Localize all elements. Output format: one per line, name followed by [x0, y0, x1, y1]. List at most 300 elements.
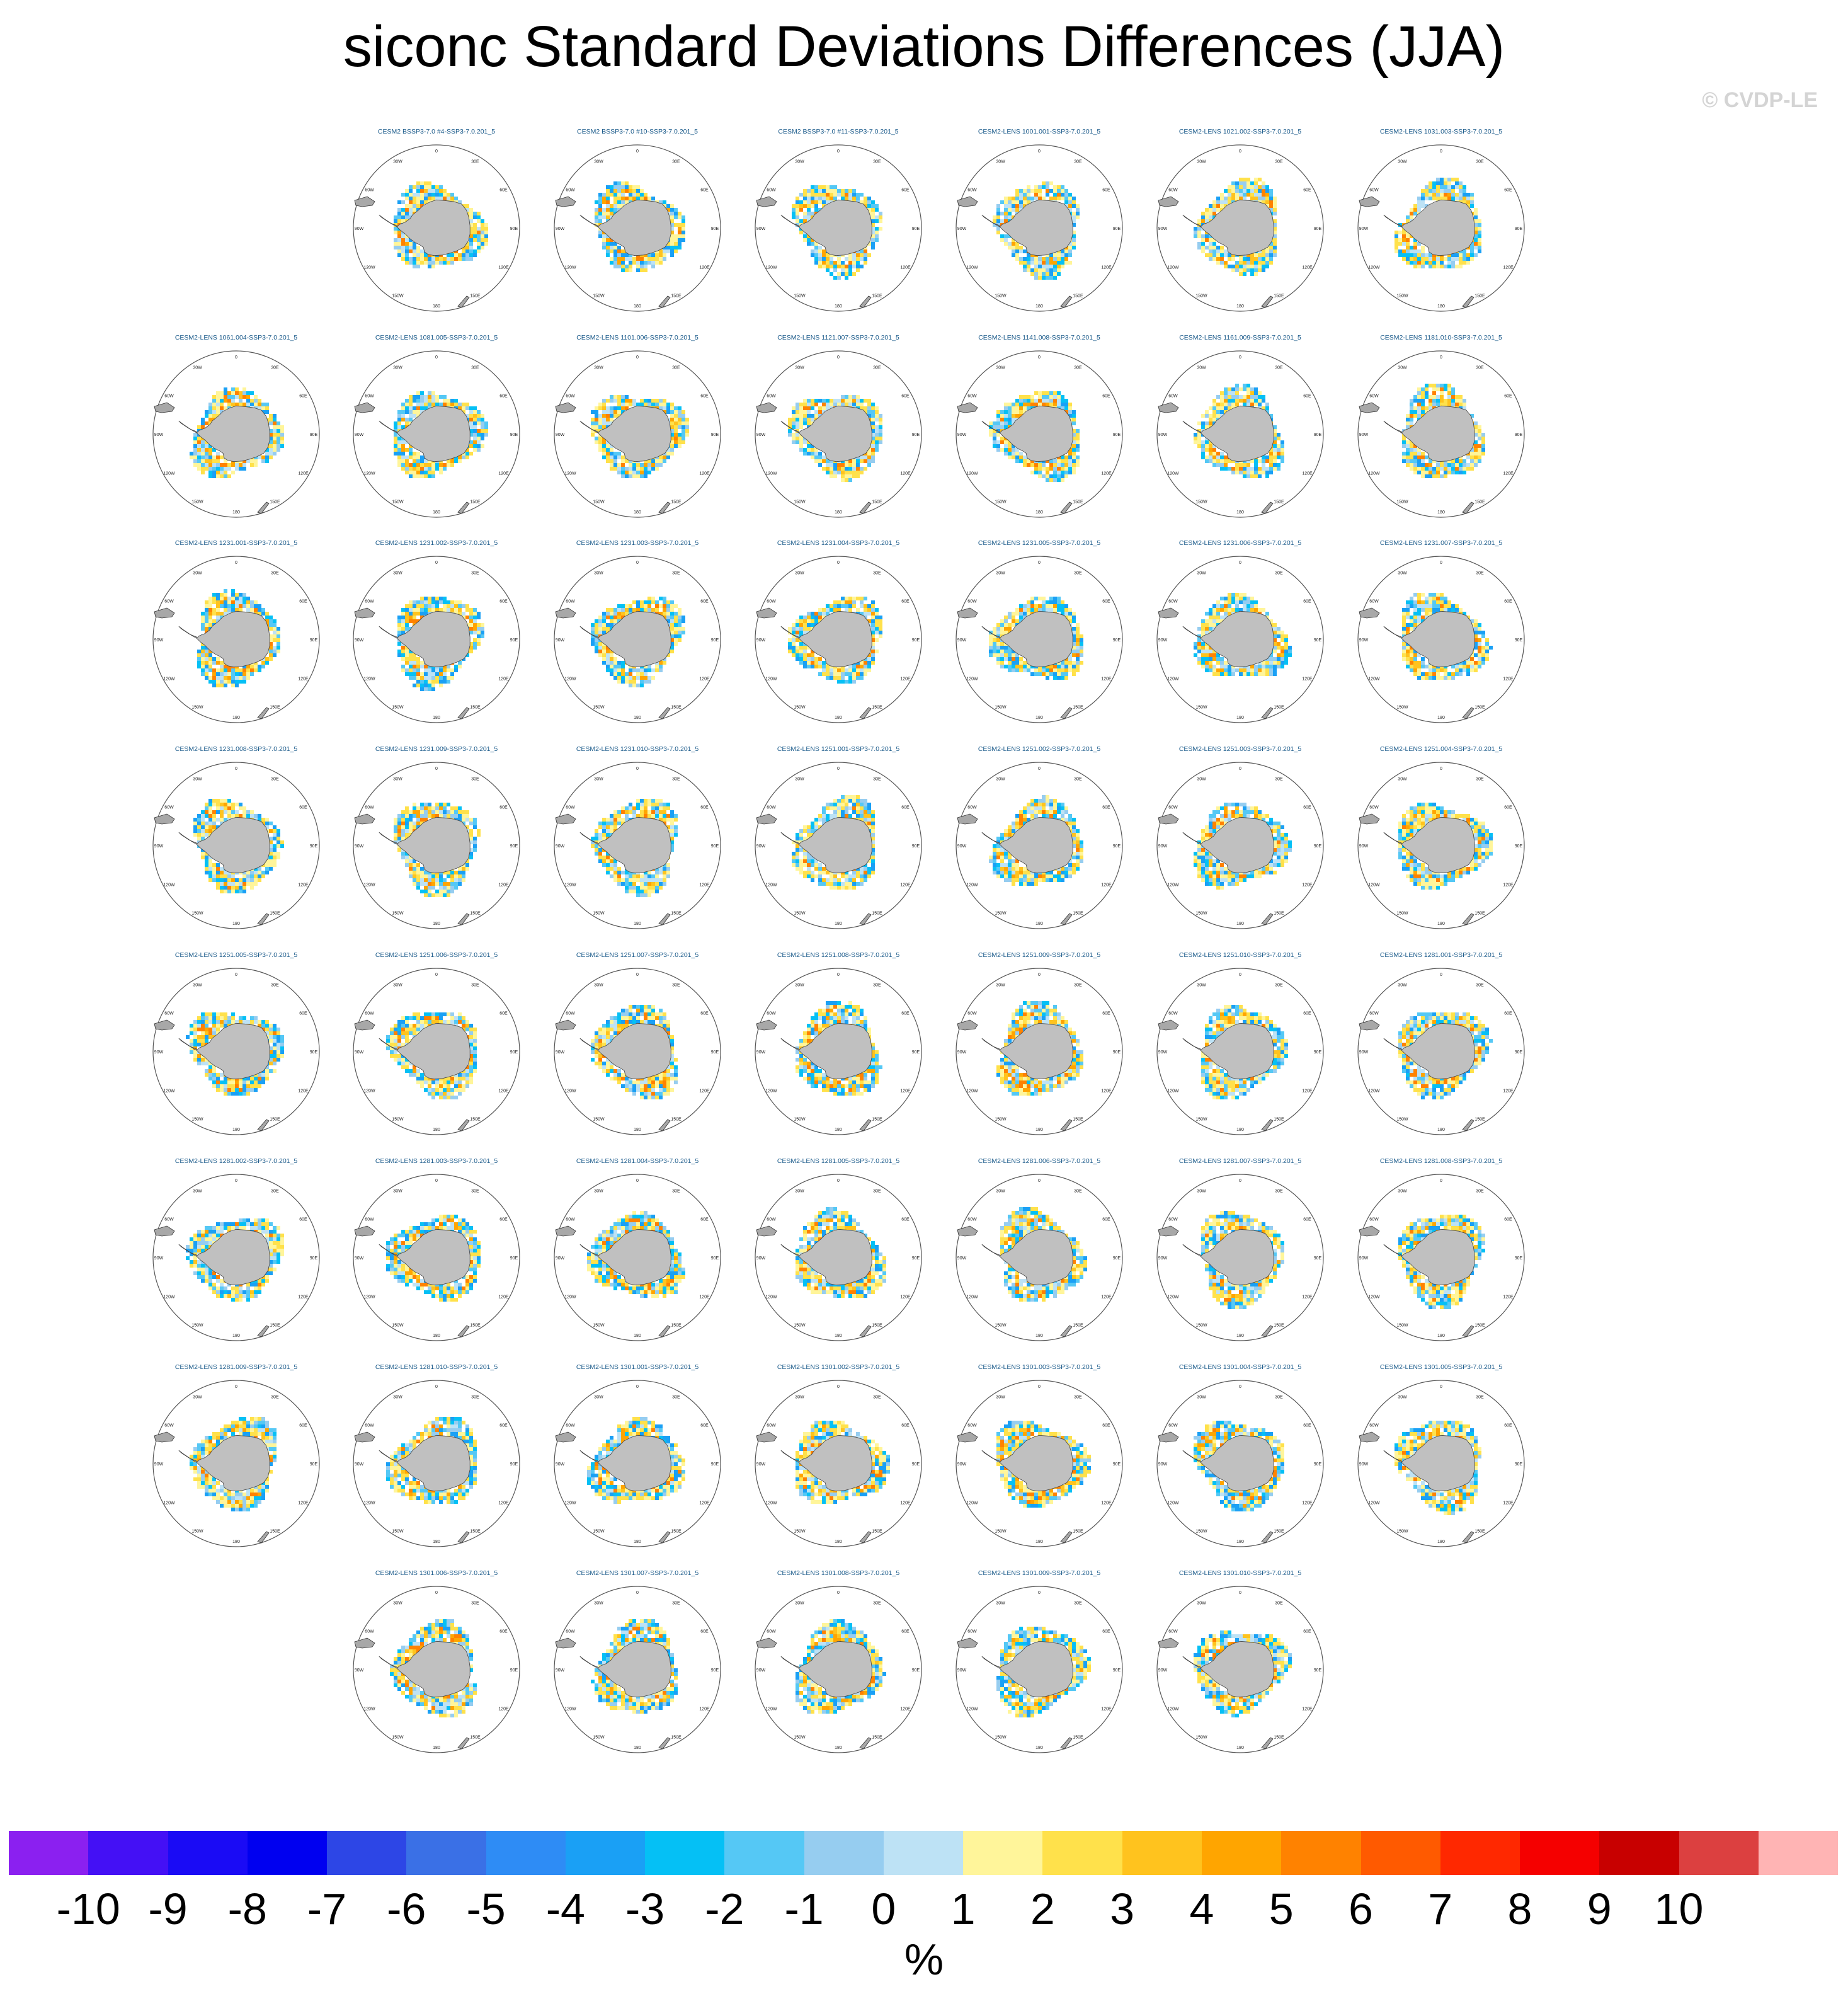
colorbar-box — [884, 1831, 963, 1875]
longitude-label: 90E — [710, 844, 719, 849]
polar-map — [1350, 548, 1532, 731]
longitude-label: 150W — [392, 1735, 404, 1740]
panel-title: CESM2-LENS 1021.002-SSP3-7.0.201_5 — [1178, 128, 1302, 135]
longitude-label: 90E — [1112, 1668, 1121, 1673]
longitude-label: 180 — [634, 304, 641, 309]
longitude-label: 150W — [191, 1323, 203, 1328]
panel-title: CESM2-LENS 1231.005-SSP3-7.0.201_5 — [978, 539, 1101, 547]
longitude-label: 150W — [1195, 911, 1207, 916]
longitude-label: 60W — [767, 394, 776, 399]
polar-map — [747, 1578, 930, 1761]
longitude-label: 180 — [1035, 1746, 1043, 1750]
longitude-label: 90W — [756, 433, 766, 437]
longitude-label: 30W — [594, 1395, 603, 1400]
longitude-label: 90W — [756, 1668, 766, 1673]
longitude-label: 0 — [235, 561, 237, 565]
longitude-label: 120W — [163, 883, 175, 888]
longitude-label: 60E — [1303, 805, 1311, 810]
map-panel — [942, 334, 1137, 536]
longitude-label: 90E — [510, 638, 518, 643]
longitude-label: 60E — [700, 1217, 709, 1222]
colorbar-tick-label: 5 — [1269, 1884, 1294, 1934]
longitude-label: 150E — [1274, 294, 1284, 299]
longitude-label: 30E — [672, 983, 680, 988]
longitude-label: 60W — [365, 599, 374, 604]
longitude-label: 150W — [392, 294, 404, 299]
longitude-label: 60W — [1168, 599, 1178, 604]
polar-map — [345, 1166, 528, 1349]
longitude-label: 60W — [365, 1423, 374, 1428]
map-panel — [942, 1569, 1137, 1771]
longitude-label: 60W — [1168, 1423, 1178, 1428]
longitude-label: 150W — [794, 911, 806, 916]
longitude-label: 0 — [837, 1591, 840, 1595]
longitude-label: 120W — [765, 265, 777, 270]
panel-title: CESM2-LENS 1301.002-SSP3-7.0.201_5 — [777, 1363, 900, 1371]
longitude-label: 150E — [1274, 1529, 1284, 1534]
panel-title: CESM2-LENS 1231.007-SSP3-7.0.201_5 — [1379, 539, 1503, 547]
longitude-label: 150E — [270, 1323, 280, 1328]
polar-map — [948, 343, 1131, 525]
longitude-label: 120W — [1368, 265, 1380, 270]
longitude-label: 150W — [191, 1529, 203, 1534]
longitude-label: 30E — [471, 365, 479, 370]
longitude-label: 60E — [499, 188, 508, 193]
polar-map — [1149, 1578, 1332, 1761]
map-panel — [741, 334, 936, 536]
longitude-label: 60E — [1303, 1217, 1311, 1222]
longitude-label: 90E — [1313, 844, 1322, 849]
longitude-label: 180 — [1035, 922, 1043, 926]
longitude-label: 150W — [593, 500, 605, 505]
longitude-label: 30E — [873, 1395, 881, 1400]
polar-map — [747, 1166, 930, 1349]
longitude-label: 150E — [1073, 294, 1083, 299]
longitude-label: 60E — [1504, 599, 1512, 604]
longitude-label: 60W — [1168, 1011, 1178, 1016]
polar-map — [1149, 343, 1332, 525]
longitude-label: 150E — [872, 911, 882, 916]
longitude-label: 60E — [700, 599, 709, 604]
longitude-label: 0 — [636, 1591, 639, 1595]
longitude-label: 90E — [1112, 227, 1121, 231]
longitude-label: 90E — [510, 227, 518, 231]
polar-map — [546, 137, 729, 319]
longitude-label: 180 — [1236, 1128, 1244, 1132]
longitude-label: 120W — [163, 471, 175, 476]
longitude-label: 150W — [1396, 294, 1408, 299]
longitude-label: 150W — [995, 500, 1007, 505]
longitude-label: 0 — [1239, 767, 1241, 771]
longitude-label: 150E — [872, 1117, 882, 1122]
colorbar-tick-label: -2 — [705, 1884, 744, 1934]
longitude-label: 180 — [1236, 304, 1244, 309]
colorbar-tick-label: -7 — [307, 1884, 347, 1934]
longitude-label: 180 — [1236, 716, 1244, 720]
panel-title: CESM2-LENS 1231.001-SSP3-7.0.201_5 — [174, 539, 298, 547]
longitude-label: 120E — [498, 1295, 509, 1300]
longitude-label: 150E — [470, 294, 481, 299]
longitude-label: 120E — [1503, 883, 1514, 888]
polar-map — [948, 137, 1131, 319]
map-panel — [741, 539, 936, 741]
longitude-label: 60E — [299, 1217, 307, 1222]
longitude-label: 30E — [1476, 983, 1484, 988]
longitude-label: 120W — [163, 677, 175, 682]
longitude-label: 90E — [710, 1256, 719, 1261]
longitude-label: 30W — [193, 777, 202, 782]
longitude-label: 120W — [363, 265, 375, 270]
map-panel — [1143, 1363, 1338, 1565]
longitude-label: 60E — [1504, 1217, 1512, 1222]
longitude-label: 120E — [1101, 471, 1112, 476]
longitude-label: 60E — [499, 394, 508, 399]
longitude-label: 60E — [499, 599, 508, 604]
longitude-label: 60E — [499, 1423, 508, 1428]
longitude-label: 60E — [1504, 394, 1512, 399]
longitude-label: 60E — [1504, 1011, 1512, 1016]
longitude-label: 120E — [699, 1089, 710, 1094]
longitude-label: 60E — [499, 1217, 508, 1222]
longitude-label: 0 — [1440, 767, 1442, 771]
longitude-label: 60E — [700, 1011, 709, 1016]
map-panel — [339, 745, 534, 947]
longitude-label: 30W — [996, 1601, 1005, 1606]
colorbar-labels — [0, 1884, 1848, 1940]
longitude-label: 60W — [767, 1011, 776, 1016]
longitude-label: 150W — [995, 294, 1007, 299]
map-panel — [741, 1157, 936, 1359]
map-panel — [540, 539, 735, 741]
longitude-label: 60E — [901, 1217, 910, 1222]
longitude-label: 0 — [636, 973, 639, 977]
longitude-label: 120E — [1101, 1707, 1112, 1712]
longitude-label: 60W — [1369, 599, 1379, 604]
panel-title: CESM2-LENS 1281.005-SSP3-7.0.201_5 — [777, 1157, 900, 1165]
longitude-label: 120E — [298, 471, 309, 476]
longitude-label: 120E — [498, 883, 509, 888]
longitude-label: 0 — [435, 355, 438, 360]
panel-title: CESM2-LENS 1231.008-SSP3-7.0.201_5 — [174, 745, 298, 753]
longitude-label: 90E — [309, 844, 318, 849]
longitude-label: 30E — [271, 571, 279, 576]
longitude-label: 30W — [1197, 571, 1206, 576]
colorbar-box — [1042, 1831, 1122, 1875]
polar-map — [345, 960, 528, 1143]
longitude-label: 60W — [164, 394, 174, 399]
longitude-label: 60W — [1369, 1423, 1379, 1428]
longitude-label: 120W — [564, 1295, 576, 1300]
longitude-label: 90W — [1158, 1462, 1168, 1467]
longitude-label: 120W — [363, 1089, 375, 1094]
map-panel — [540, 1569, 735, 1771]
longitude-label: 150E — [872, 294, 882, 299]
panel-title: CESM2-LENS 1251.006-SSP3-7.0.201_5 — [375, 951, 498, 959]
longitude-label: 90E — [309, 1050, 318, 1055]
longitude-label: 60W — [767, 805, 776, 810]
longitude-label: 180 — [1236, 922, 1244, 926]
longitude-label: 30W — [795, 159, 804, 164]
longitude-label: 120W — [564, 1501, 576, 1506]
panel-title: CESM2-LENS 1251.008-SSP3-7.0.201_5 — [777, 951, 900, 959]
map-panel — [942, 128, 1137, 329]
polar-map — [948, 1578, 1131, 1761]
longitude-label: 150W — [794, 1735, 806, 1740]
longitude-label: 90E — [1112, 433, 1121, 437]
longitude-label: 120E — [298, 883, 309, 888]
colorbar-box — [1679, 1831, 1759, 1875]
longitude-label: 90W — [1359, 638, 1369, 643]
longitude-label: 120W — [1167, 1089, 1179, 1094]
longitude-label: 90E — [710, 1462, 719, 1467]
longitude-label: 90E — [1514, 433, 1523, 437]
longitude-label: 180 — [634, 716, 641, 720]
longitude-label: 120E — [699, 1501, 710, 1506]
longitude-label: 120W — [1167, 265, 1179, 270]
longitude-label: 60E — [700, 188, 709, 193]
longitude-label: 90W — [1158, 227, 1168, 231]
longitude-label: 0 — [837, 973, 840, 977]
longitude-label: 150W — [1195, 1117, 1207, 1122]
map-panel — [741, 128, 936, 329]
longitude-label: 90E — [1313, 227, 1322, 231]
longitude-label: 120E — [1503, 265, 1514, 270]
map-panel — [139, 745, 334, 947]
longitude-label: 150W — [593, 294, 605, 299]
longitude-label: 90W — [957, 1668, 967, 1673]
longitude-label: 120W — [966, 1295, 978, 1300]
longitude-label: 150E — [1474, 1529, 1485, 1534]
longitude-label: 90W — [154, 1256, 164, 1261]
longitude-label: 60W — [566, 188, 575, 193]
map-panel — [1143, 334, 1338, 536]
longitude-label: 60E — [901, 394, 910, 399]
polar-map — [1149, 960, 1332, 1143]
longitude-label: 30E — [1275, 1601, 1283, 1606]
longitude-label: 30E — [1074, 159, 1082, 164]
longitude-label: 30W — [393, 1601, 402, 1606]
longitude-label: 120W — [966, 883, 978, 888]
colorbar-box — [1440, 1831, 1520, 1875]
longitude-label: 150E — [270, 911, 280, 916]
longitude-label: 30E — [471, 777, 479, 782]
longitude-label: 30W — [1197, 1189, 1206, 1194]
longitude-label: 0 — [636, 767, 639, 771]
longitude-label: 90W — [354, 844, 364, 849]
longitude-label: 120W — [765, 471, 777, 476]
longitude-label: 90E — [1112, 1050, 1121, 1055]
longitude-label: 30W — [594, 365, 603, 370]
longitude-label: 60W — [566, 1011, 575, 1016]
longitude-label: 0 — [636, 1385, 639, 1389]
longitude-label: 30W — [996, 1395, 1005, 1400]
longitude-label: 150W — [593, 705, 605, 710]
longitude-label: 90W — [1359, 1256, 1369, 1261]
longitude-label: 0 — [1038, 149, 1041, 154]
longitude-label: 60E — [499, 1011, 508, 1016]
longitude-label: 60E — [1102, 1629, 1110, 1634]
map-panel — [1143, 1157, 1338, 1359]
longitude-label: 60E — [1303, 1011, 1311, 1016]
longitude-label: 0 — [235, 1179, 237, 1183]
longitude-label: 60W — [164, 1011, 174, 1016]
longitude-label: 120E — [699, 1707, 710, 1712]
longitude-label: 0 — [1239, 355, 1241, 360]
longitude-label: 90W — [354, 1668, 364, 1673]
longitude-label: 0 — [636, 149, 639, 154]
longitude-label: 120E — [699, 471, 710, 476]
polar-map — [747, 548, 930, 731]
longitude-label: 120W — [1167, 471, 1179, 476]
longitude-label: 90W — [154, 433, 164, 437]
colorbar-tick-label: -3 — [625, 1884, 665, 1934]
longitude-label: 0 — [837, 561, 840, 565]
longitude-label: 90E — [510, 1050, 518, 1055]
longitude-label: 150E — [1274, 500, 1284, 505]
longitude-label: 30W — [795, 1189, 804, 1194]
polar-map — [747, 137, 930, 319]
longitude-label: 120E — [498, 1707, 509, 1712]
longitude-label: 120W — [765, 1501, 777, 1506]
longitude-label: 60W — [1369, 394, 1379, 399]
map-panel — [540, 128, 735, 329]
map-panel — [942, 951, 1137, 1153]
panel-title: CESM2-LENS 1281.002-SSP3-7.0.201_5 — [174, 1157, 298, 1165]
longitude-label: 90W — [957, 638, 967, 643]
longitude-label: 120E — [298, 677, 309, 682]
longitude-label: 30W — [1197, 1395, 1206, 1400]
longitude-label: 120E — [1101, 1089, 1112, 1094]
longitude-label: 180 — [1035, 716, 1043, 720]
panel-title: CESM2-LENS 1281.006-SSP3-7.0.201_5 — [978, 1157, 1101, 1165]
longitude-label: 30W — [1398, 1395, 1407, 1400]
longitude-label: 180 — [1437, 1128, 1445, 1132]
polar-map — [345, 343, 528, 525]
longitude-label: 120W — [564, 1089, 576, 1094]
longitude-label: 180 — [835, 922, 842, 926]
longitude-label: 60E — [1504, 1423, 1512, 1428]
longitude-label: 120W — [966, 1501, 978, 1506]
panel-title: CESM2-LENS 1001.001-SSP3-7.0.201_5 — [978, 128, 1101, 135]
longitude-label: 120W — [163, 1089, 175, 1094]
longitude-label: 120E — [699, 265, 710, 270]
longitude-label: 90W — [354, 1050, 364, 1055]
longitude-label: 150W — [1195, 705, 1207, 710]
longitude-label: 30W — [193, 1189, 202, 1194]
longitude-label: 180 — [1236, 1746, 1244, 1750]
longitude-label: 120E — [900, 883, 911, 888]
longitude-label: 30E — [471, 1395, 479, 1400]
colorbar-box — [1281, 1831, 1360, 1875]
longitude-label: 90E — [1112, 638, 1121, 643]
colorbar-units: % — [904, 1935, 944, 1984]
colorbar-tick-label: -8 — [227, 1884, 267, 1934]
polar-map — [546, 1578, 729, 1761]
longitude-label: 30W — [1398, 983, 1407, 988]
longitude-label: 120W — [1368, 471, 1380, 476]
longitude-label: 60E — [1303, 394, 1311, 399]
longitude-label: 180 — [433, 304, 440, 309]
longitude-label: 60W — [1369, 1011, 1379, 1016]
longitude-label: 90E — [710, 638, 719, 643]
colorbar-box — [566, 1831, 645, 1875]
longitude-label: 0 — [435, 1591, 438, 1595]
longitude-label: 30E — [471, 571, 479, 576]
longitude-label: 90E — [1514, 638, 1523, 643]
longitude-label: 30E — [672, 571, 680, 576]
longitude-label: 90W — [957, 1256, 967, 1261]
longitude-label: 180 — [232, 1540, 240, 1544]
longitude-label: 120W — [966, 471, 978, 476]
longitude-label: 30W — [193, 571, 202, 576]
longitude-label: 150E — [1474, 294, 1485, 299]
panel-title: CESM2-LENS 1301.010-SSP3-7.0.201_5 — [1178, 1569, 1302, 1577]
longitude-label: 150E — [1474, 500, 1485, 505]
longitude-label: 180 — [1035, 1334, 1043, 1338]
longitude-label: 150E — [1274, 705, 1284, 710]
longitude-label: 150W — [995, 1323, 1007, 1328]
longitude-label: 90E — [710, 1050, 719, 1055]
longitude-label: 30W — [193, 365, 202, 370]
longitude-label: 30W — [1398, 1189, 1407, 1194]
longitude-label: 150W — [392, 1529, 404, 1534]
longitude-label: 60W — [1369, 1217, 1379, 1222]
longitude-label: 150W — [995, 911, 1007, 916]
panel-title: CESM2-LENS 1301.008-SSP3-7.0.201_5 — [777, 1569, 900, 1577]
longitude-label: 0 — [1440, 149, 1442, 154]
longitude-label: 30E — [1074, 1601, 1082, 1606]
longitude-label: 150W — [1396, 705, 1408, 710]
longitude-label: 120W — [564, 883, 576, 888]
map-panel — [339, 1157, 534, 1359]
figure-title: siconc Standard Deviations Differences (JJA) — [343, 14, 1505, 79]
longitude-label: 30E — [873, 159, 881, 164]
longitude-label: 0 — [435, 767, 438, 771]
panel-title: CESM2-LENS 1251.003-SSP3-7.0.201_5 — [1178, 745, 1302, 753]
longitude-label: 30E — [1074, 777, 1082, 782]
longitude-label: 90W — [555, 1050, 565, 1055]
longitude-label: 60W — [566, 599, 575, 604]
longitude-label: 180 — [1437, 922, 1445, 926]
map-panel — [942, 1363, 1137, 1565]
longitude-label: 90E — [309, 638, 318, 643]
longitude-label: 150E — [872, 1323, 882, 1328]
polar-map — [546, 960, 729, 1143]
longitude-label: 90W — [957, 227, 967, 231]
panel-title: CESM2-LENS 1301.007-SSP3-7.0.201_5 — [576, 1569, 699, 1577]
colorbar-tick-label: 3 — [1110, 1884, 1135, 1934]
longitude-label: 30E — [1476, 777, 1484, 782]
longitude-label: 0 — [1038, 561, 1041, 565]
longitude-label: 90E — [1112, 1256, 1121, 1261]
polar-map — [747, 960, 930, 1143]
longitude-label: 0 — [435, 149, 438, 154]
colorbar-tick-label: 1 — [950, 1884, 976, 1934]
longitude-label: 150E — [270, 1529, 280, 1534]
polar-map — [1149, 548, 1332, 731]
longitude-label: 150E — [1474, 705, 1485, 710]
longitude-label: 150E — [1073, 500, 1083, 505]
longitude-label: 120E — [1503, 1295, 1514, 1300]
longitude-label: 60W — [566, 1217, 575, 1222]
map-panel — [540, 951, 735, 1153]
longitude-label: 0 — [1038, 767, 1041, 771]
longitude-label: 120E — [900, 1295, 911, 1300]
longitude-label: 120E — [498, 677, 509, 682]
longitude-label: 60E — [700, 805, 709, 810]
longitude-label: 120W — [363, 1501, 375, 1506]
longitude-label: 180 — [835, 1334, 842, 1338]
